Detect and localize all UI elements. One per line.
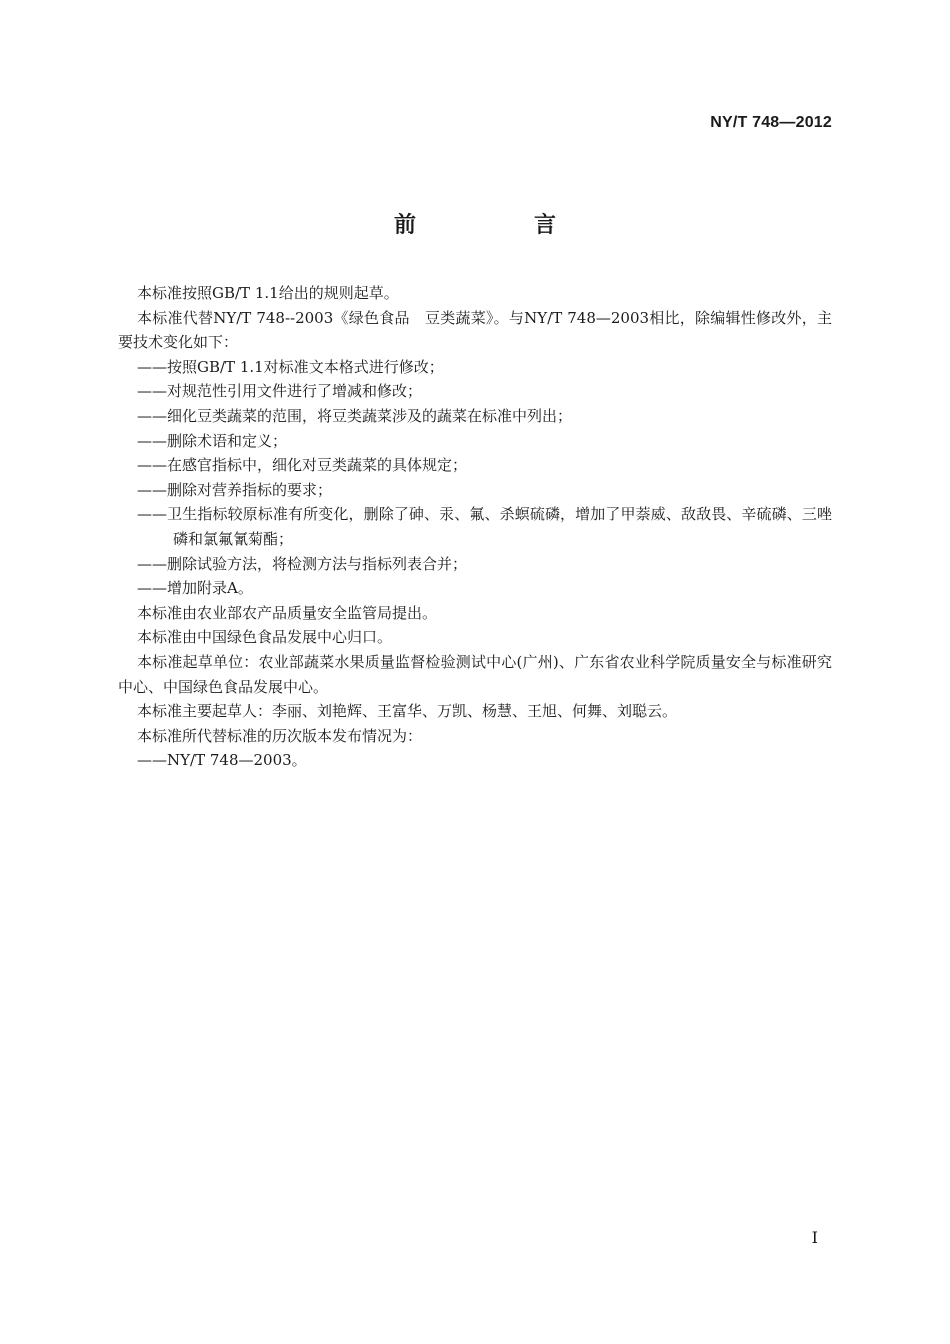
paragraph-version-history: 本标准所代替标准的历次版本发布情况为：: [137, 726, 423, 745]
page-title: 前 言: [393, 213, 604, 238]
history-item: ——NY/T 748—2003。: [137, 751, 307, 770]
paragraph-administrator: 本标准由中国绿色食品发展中心归口。: [137, 628, 393, 647]
foreword-body: [118, 281, 832, 773]
paragraph-drafting-rules: 本标准按照GB/T 1.1给出的规则起草。: [137, 284, 399, 302]
list-item: ——按照GB/T 1.1对标准文本格式进行修改；: [137, 357, 444, 376]
paragraph-replacement: 本标准代替NY/T 748--2003《绿色食品 豆类蔬菜》。与NY/T 748—2003相比，除编辑性修改外，主要技术变化如下：: [118, 308, 832, 352]
list-item: ——删除对营养指标的要求；: [137, 480, 333, 499]
paragraph-proposer: 本标准由农业部农产品质量安全监管局提出。: [137, 603, 438, 622]
list-item: ——对规范性引用文件进行了增减和修改；: [137, 382, 423, 401]
list-item: ——卫生指标较原标准有所变化，删除了砷、汞、氟、杀螟硫磷，增加了甲萘威、敌敌畏、辛硫磷、三唑磷和氯氟氰菊酯；: [137, 505, 832, 548]
list-item: ——细化豆类蔬菜的范围，将豆类蔬菜涉及的蔬菜在标准中列出；: [137, 406, 573, 425]
page-number: I: [811, 1228, 818, 1247]
list-item: ——删除术语和定义；: [137, 431, 288, 450]
list-item: ——删除试验方法，将检测方法与指标列表合并；: [137, 554, 468, 573]
list-item: ——在感官指标中，细化对豆类蔬菜的具体规定；: [137, 456, 468, 475]
paragraph-drafting-units: 本标准起草单位：农业部蔬菜水果质量监督检验测试中心(广州)、广东省农业科学院质量安全与标准研究中心、中国绿色食品发展中心。: [118, 652, 832, 696]
list-item: ——增加附录A。: [137, 579, 253, 598]
standard-code: NY/T 748—2012: [710, 114, 832, 131]
paragraph-drafters: 本标准主要起草人：李丽、刘艳辉、王富华、万凯、杨慧、王旭、何舞、刘聪云。: [137, 702, 678, 721]
